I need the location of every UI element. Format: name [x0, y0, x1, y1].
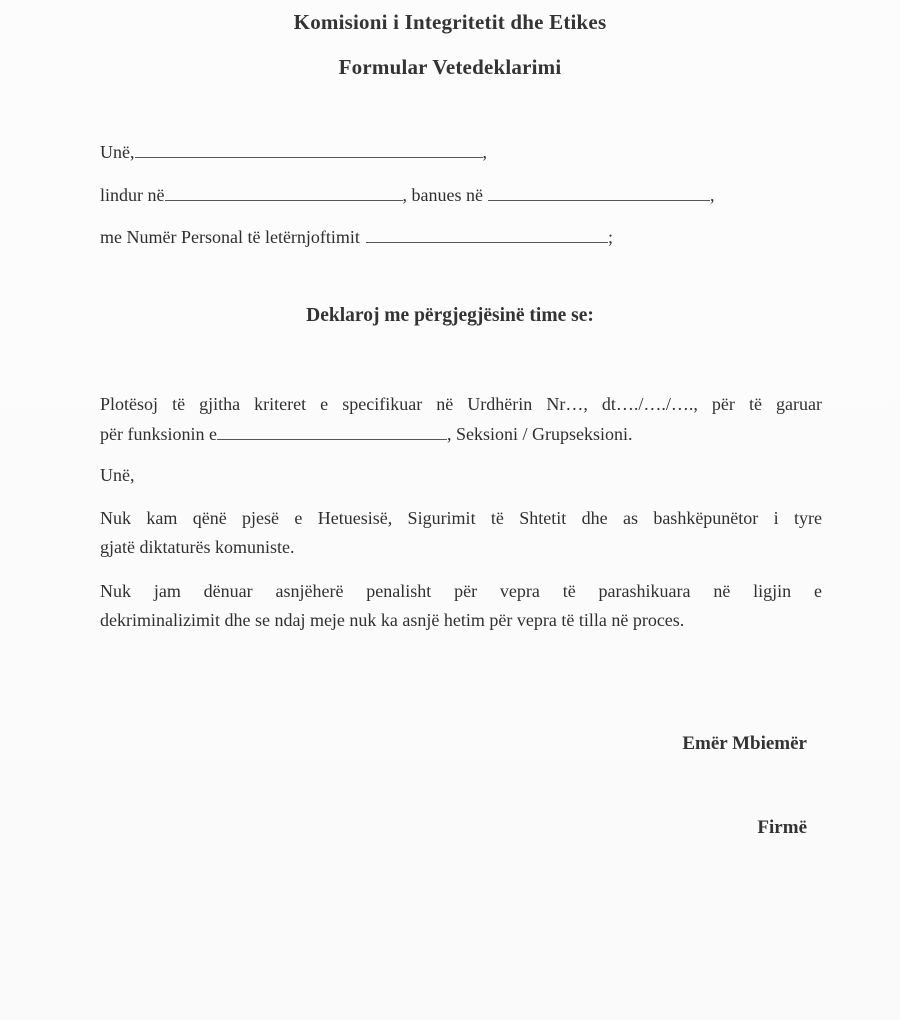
- criteria-paragraph-line2: [100, 420, 822, 449]
- name-line: [100, 140, 820, 164]
- personal-number-blank-line: [366, 225, 608, 243]
- numer-label: me Numër Personal të letërnjoftimit: [100, 227, 360, 247]
- numer-line-semicolon: ;: [607, 227, 613, 247]
- signature-firme-label: Firmë: [757, 817, 807, 838]
- birth-line-comma: ,: [709, 185, 715, 205]
- form-subtitle: Formular Vetedeklarimi: [338, 55, 562, 79]
- lindur-label: lindur në: [100, 185, 165, 205]
- criteria-paragraph-line1: Plotësoj të gjitha kriteret e specifikuar në Urdhërin Nr…, dt…./…./…., për të garuar: [100, 394, 822, 414]
- denuar-paragraph-line2: dekriminalizimit dhe se ndaj meje nuk ka asnjë hetim për vepra të tilla në proces.: [100, 610, 685, 630]
- function-label: për funksionin e: [100, 424, 217, 444]
- hetuesia-paragraph-line2: gjatë diktaturës komuniste.: [100, 537, 295, 557]
- personal-number-line: [100, 225, 820, 249]
- declaration-heading: Deklaroj me përgjegjësinë time se:: [306, 305, 594, 326]
- name-blank-line: [135, 140, 483, 158]
- form-title: Komisioni i Integritetit dhe Etikes: [293, 10, 607, 34]
- signature-name-label: Emër Mbiemër: [682, 733, 807, 754]
- une-label: Unë,: [100, 142, 135, 162]
- function-blank-line: [217, 422, 447, 440]
- residence-blank-line: [488, 183, 710, 201]
- birthplace-blank-line: [165, 183, 403, 201]
- birth-residence-line: [100, 183, 820, 207]
- une-paragraph: Unë,: [100, 465, 135, 485]
- hetuesia-paragraph-line1: Nuk kam qënë pjesë e Hetuesisë, Sigurimit të Shtetit dhe as bashkëpunëtor i tyre: [100, 508, 822, 528]
- name-line-comma: ,: [482, 142, 487, 162]
- section-label: , Seksioni / Grupseksioni.: [446, 424, 633, 444]
- banues-label: , banues në: [402, 185, 483, 205]
- denuar-paragraph-line1: Nuk jam dënuar asnjëherë penalisht për vepra të parashikuara në ligjin e: [100, 581, 822, 601]
